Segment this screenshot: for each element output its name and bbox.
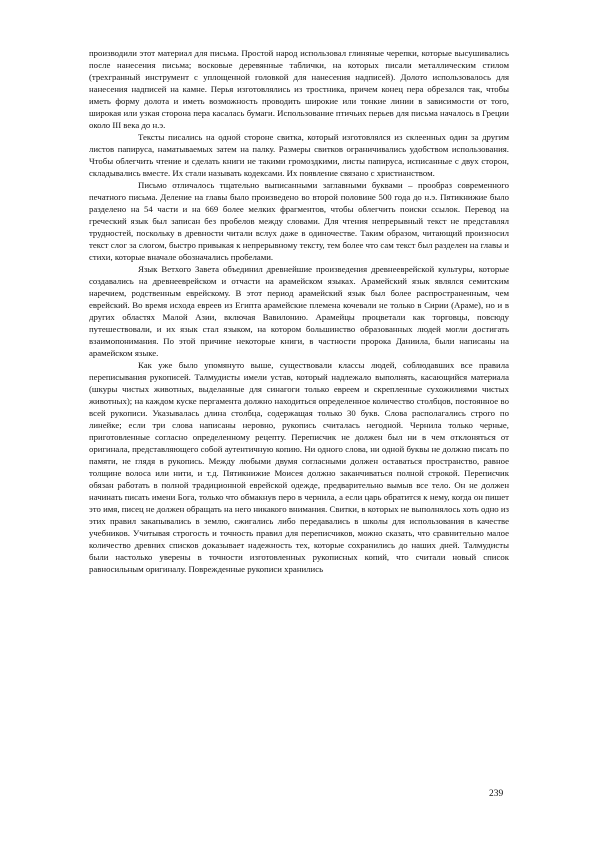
paragraph-4: Язык Ветхого Завета объединил древнейшие произведения древнееврейской культуры, которые создавались на древнееврейском и отчасти на арамейском языках. Арамейский язык являлся семитским наречием, родственным еврейскому. В этот период арамейский язык был более распространенным, чем еврейский. Во время исхода евреев из Египта арамейские племена кочевали не только в Сирии (Араме), но и в других областях Малой Азии, включая Вавилонию. Арамейцы процветали как торговцы, повсюду путешествовали, и их язык стал языком, на котором большинство образованных людей могли достигать взаимопонимания. По этой причине некоторые книги, в частности пророка Даниила, были написаны на арамейском языке. — [89, 264, 509, 358]
paragraph-5: Как уже было упомянуто выше, существовали классы людей, соблюдавших все правила переписывания рукописей. Талмудисты имели устав, который надлежало выполнять, касающийся материала (шкуры чистых животных, выделанные для синагоги только евреем и скрепленные сухожилиями чистых животных); на каждом куске пергамента должно находиться определенное количество столбцов, постоянное во всей рукописи. Указывалась длина столбца, содержащая только 30 букв. Слова располагались строго по линейке; если три слова написаны неровно, рукопись считалась негодной. Чернила только черные, приготовленные согласно определенному рецепту. Переписчик не должен был ни в чем отклоняться от оригинала, представляющего собой аутентичную копию. Ни одного слова, ни одной буквы не должно писать по памяти, не глядя в рукопись. Между любыми двумя согласными должен оставаться пространство, равное толщине волоса или нити, и т.д. Пятикнижие Моисея должно заканчиваться полной строкой. Переписчик обязан работать в полной традиционной еврейской одежде, предварительно вымыв все тело. Он не должен начинать писать имени Бога, только что обмакнув перо в чернила, а если царь обратится к нему, когда он пишет это имя, писец не должен обращать на него никакого внимания. Свитки, в которых не выполнялось хоть одно из этих правил закапывались в землю, сжигались либо передавались в школы для использования в качестве учебников. Учитывая строгость и точность правил для переписчиков, можно сказать, что сравнительно малое количество древних списков доказывает надежность тех, которые сохранились до наших дней. Талмудисты были настолько уверены в точности изготовленных рукописных копий, что считали новый список равносильным оригиналу. Поврежденные рукописи хранились — [89, 360, 509, 574]
paragraph-2: Тексты писались на одной стороне свитка, который изготовлялся из склеенных один за другим листов папируса, наматываемых затем на палку. Размеры свитков ограничивались удобством использования. Чтобы облегчить чтение и сделать книги не такими громоздкими, листы папируса, исписанные с двух сторон, складывались вместе. Их стали называть кодексами. Их появление связано с христианством. — [89, 132, 509, 178]
paragraph-1: производили этот материал для письма. Простой народ использовал глиняные черепки, которые высушивались после нанесения письма; восковые деревянные таблички, на которых писали металлическим стилом (трехгранный инструмент с уплощенной головкой для нанесения надписей). Долото использовалось для нанесения надписей на камне. Перья изготовлялись из тростника, причем конец пера обрезался так, чтобы иметь форму долота и иметь возможность проводить широкие или тонкие линии в зависимости от того, широкая или узкая сторона пера касалась бумаги. Использование птичьих перьев для письма началось в Греции около III века до н.э. — [89, 48, 509, 130]
page-number: 239 — [489, 789, 504, 799]
paragraph-3: Письмо отличалось тщательно выписанными заглавными буквами – прообраз современного печатного письма. Деление на главы было произведено во второй половине 500 года до н.э. Пятикнижие было разделено на 54 части и на 669 более мелких фрагментов, чтобы облегчить поиски ссылок. Перевод на греческий язык был записан без пробелов между словами. Для чтения непрерывный текст не представлял трудностей, поскольку в древности читали вслух даже в одиночестве. Таким образом, читающий произносил текст слог за слогом, быстро привыкая к непрерывному тексту, тем более что сам текст был разделен на главы и стихи, которые вначале обозначались пробелами. — [89, 180, 509, 262]
document-body — [89, 47, 509, 575]
